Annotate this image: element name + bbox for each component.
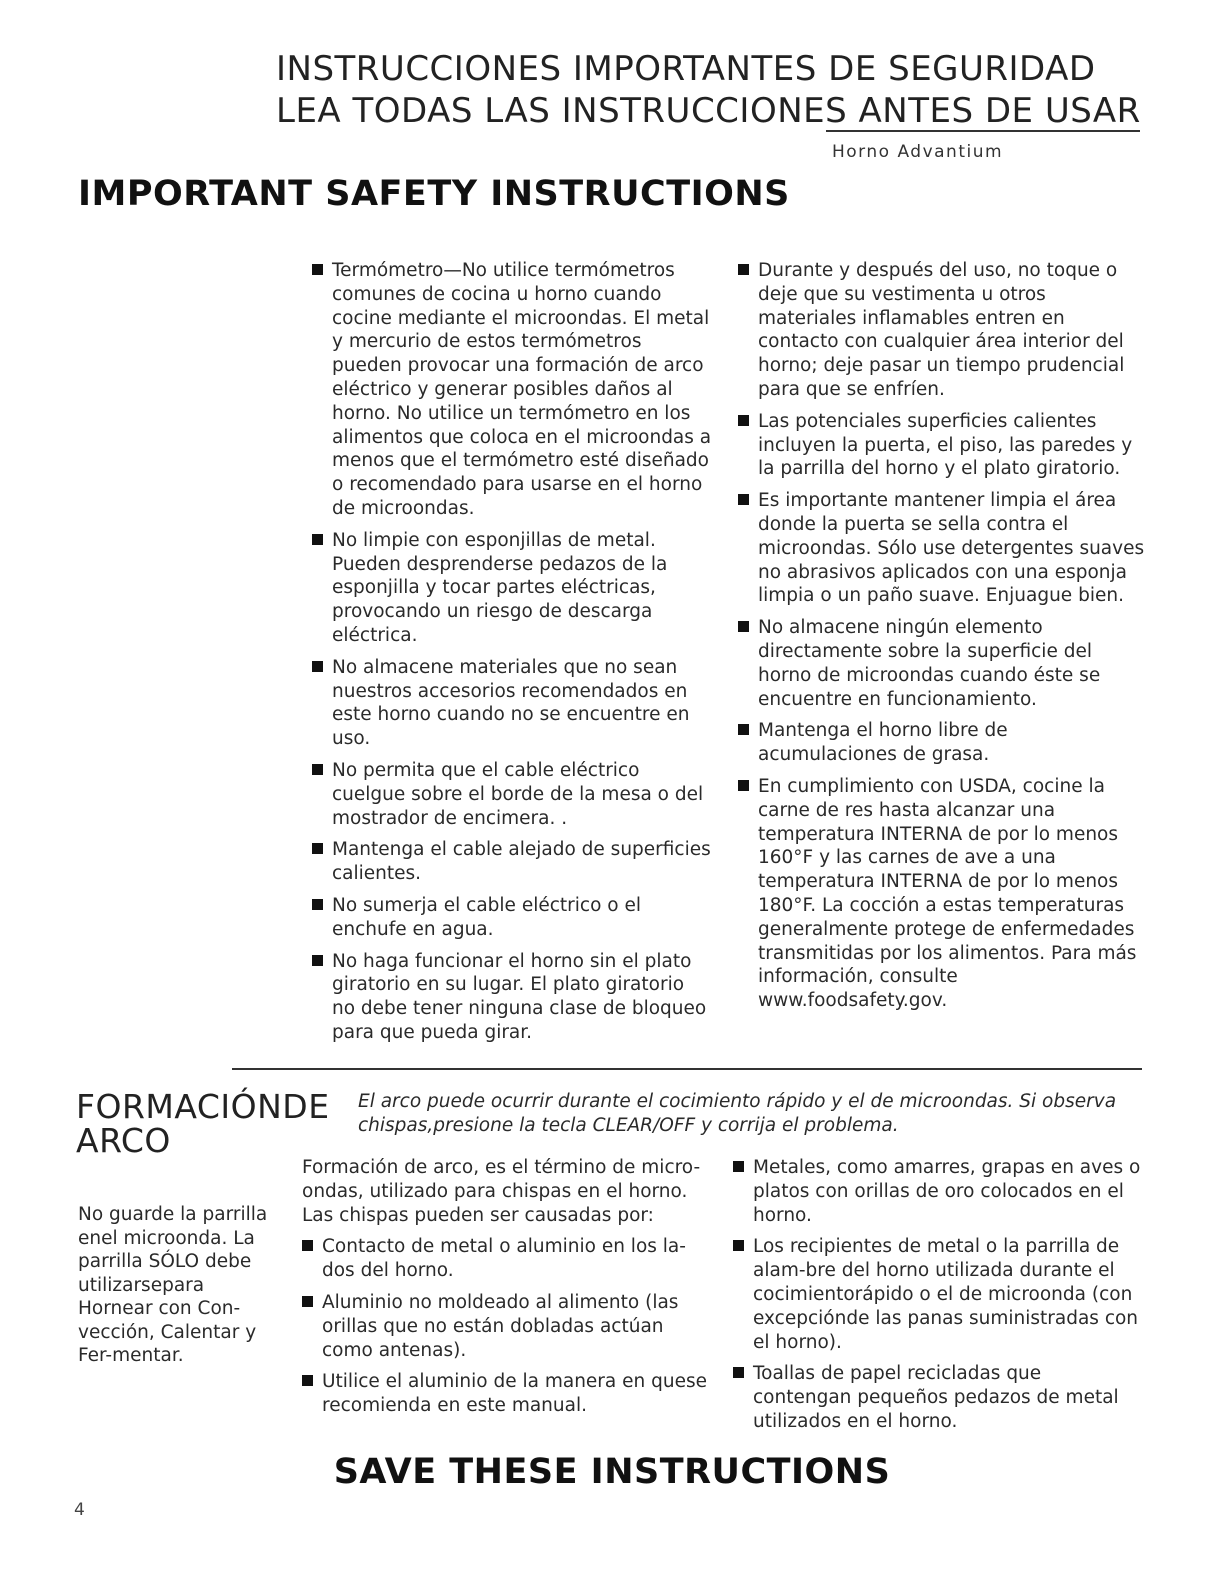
- square-bullet-icon: [738, 264, 749, 275]
- square-bullet-icon: [312, 955, 323, 966]
- list-item: En cumplimiento con USDA, cocine la carne de res hasta alcanzar una temperatura INTERNA de por lo menos 160°F y las carnes de ave a una temperatura INTERNA de por lo menos 180°F. La cocción a estas temperaturas generalmente protege de enfermedades transmitidas por los alimentos. Para más información, consulte www.foodsafety.gov.: [738, 775, 1146, 1013]
- square-bullet-icon: [302, 1375, 313, 1386]
- product-subtitle: Horno Advantium: [832, 142, 1004, 162]
- square-bullet-icon: [312, 764, 323, 775]
- list-item: Toallas de papel recicladas que contengan pequeños pedazos de metal utilizados en el horno.: [733, 1362, 1145, 1433]
- header-line-2: LEA TODAS LAS INSTRUCCIONES ANTES DE USAR: [276, 91, 1141, 131]
- section-divider: [232, 1068, 1142, 1070]
- list-item: Mantenga el cable alejado de superficies calientes.: [312, 838, 712, 886]
- list-item: Utilice el aluminio de la manera en quese recomienda en este manual.: [302, 1370, 716, 1418]
- square-bullet-icon: [312, 843, 323, 854]
- list-item: Es importante mantener limpia el área donde la puerta se sella contra el microondas. Sólo use detergentes suaves no abrasivos aplicados con una esponja limpia o un paño suave. Enjuague bien.: [738, 489, 1146, 608]
- list-item: Las potenciales superficies calientes incluyen la puerta, el piso, las paredes y la parrilla del horno y el plato giratorio.: [738, 410, 1146, 481]
- arc-column-2: [733, 1156, 1145, 1442]
- square-bullet-icon: [312, 534, 323, 545]
- arc-column-1: [302, 1156, 716, 1426]
- square-bullet-icon: [302, 1240, 313, 1251]
- square-bullet-icon: [733, 1240, 744, 1251]
- arc-section-title: FORMACIÓNDE ARCO: [76, 1087, 330, 1160]
- list-item: No limpie con esponjillas de metal. Pueden desprenderse pedazos de la esponjilla y tocar partes eléctricas, provocando un riesgo de descarga eléctrica.: [312, 529, 712, 648]
- square-bullet-icon: [302, 1296, 313, 1307]
- square-bullet-icon: [738, 780, 749, 791]
- page-title: IMPORTANT SAFETY INSTRUCTIONS: [78, 174, 790, 214]
- list-item: Termómetro—No utilice termómetros comunes de cocina u horno cuando cocine mediante el microondas. El metal y mercurio de estos termómetros pueden provocar una formación de arco eléctrico y generar posibles daños al horno. No utilice un termómetro en los alimentos que coloca en el microondas a menos que el termómetro esté diseñado o recomendado para usarse en el horno de microondas.: [312, 259, 712, 521]
- arc-lead-paragraph: Formación de arco, es el término de micro-ondas, utilizado para chispas en el horno. Las chispas pueden ser causadas por:: [302, 1157, 701, 1226]
- list-item: Metales, como amarres, grapas en aves o platos con orillas de oro colocados en el horno.: [733, 1156, 1145, 1227]
- arc-intro-text: El arco puede ocurrir durante el cocimiento rápido y el de microondas. Si observa chispas,presione la tecla CLEAR/OFF y corrija el problema.: [358, 1091, 1117, 1136]
- list-item: Mantenga el horno libre de acumulaciones de grasa.: [738, 719, 1146, 767]
- header-line-1: INSTRUCCIONES IMPORTANTES DE SEGURIDAD: [276, 49, 1096, 89]
- rack-side-note: No guarde la parrilla enel microonda. La parrilla SÓLO debe utilizarsepara Hornear con Con-vección, Calentar y Fer-mentar.: [78, 1204, 268, 1366]
- list-item: Los recipientes de metal o la parrilla de alam-bre del horno utilizada durante el cocimientorápido o el de microonda (con excepciónde las panas suministradas con el horno).: [733, 1235, 1145, 1354]
- save-instructions-heading: SAVE THESE INSTRUCTIONS: [333, 1452, 891, 1492]
- list-item: No almacene ningún elemento directamente sobre la superficie del horno de microondas cuando éste se encuentre en funcionamiento.: [738, 616, 1146, 711]
- list-item: No almacene materiales que no sean nuestros accesorios recomendados en este horno cuando no se encuentre en uso.: [312, 656, 712, 751]
- list-item: Durante y después del uso, no toque o deje que su vestimenta u otros materiales inflamables entren en contacto con cualquier área interior del horno; deje pasar un tiempo prudencial para que se enfríen.: [738, 259, 1146, 402]
- square-bullet-icon: [738, 494, 749, 505]
- square-bullet-icon: [738, 621, 749, 632]
- safety-column-1: [312, 259, 712, 1053]
- square-bullet-icon: [312, 264, 323, 275]
- square-bullet-icon: [733, 1367, 744, 1378]
- list-item: No haga funcionar el horno sin el plato giratorio en su lugar. El plato giratorio no debe tener ninguna clase de bloqueo para que pueda girar.: [312, 950, 712, 1045]
- square-bullet-icon: [733, 1161, 744, 1172]
- square-bullet-icon: [738, 415, 749, 426]
- list-item: Aluminio no moldeado al alimento (las orillas que no están dobladas actúan como antenas).: [302, 1291, 716, 1362]
- page-number: 4: [74, 1500, 85, 1520]
- list-item: Contacto de metal o aluminio en los la-dos del horno.: [302, 1235, 716, 1283]
- square-bullet-icon: [312, 899, 323, 910]
- list-item: No sumerja el cable eléctrico o el enchufe en agua.: [312, 894, 712, 942]
- square-bullet-icon: [312, 661, 323, 672]
- list-item: No permita que el cable eléctrico cuelgue sobre el borde de la mesa o del mostrador de encimera. .: [312, 759, 712, 830]
- header-divider: [826, 130, 1140, 132]
- safety-column-2: [738, 259, 1146, 1021]
- square-bullet-icon: [738, 724, 749, 735]
